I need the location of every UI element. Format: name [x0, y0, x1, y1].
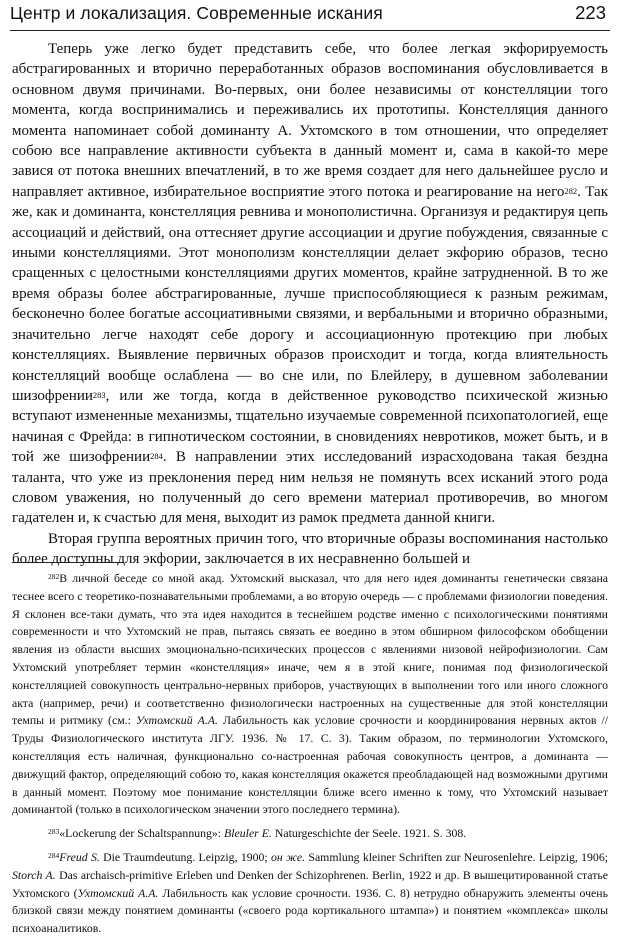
footnote-text: Лабильность как условие срочности и координирования нервных актов // Труды Физиологического института ЛГУ. 1936. № 17. С. 3). Таким образом, по терминологии Ухтомского, констелляция есть наличная, функционально со-настроенная рабочая совокупность центров, а доминанта — движущий фактор, определяющий собою то, какая констелляция окажется преобладающей над возможными другими в данный момент. Поэтому мое понимание констелляции ближе всего именно к тому, что Ухтомский называет доминантой (только в психологическом значении этого последнего термина). [12, 713, 608, 817]
paragraph-1-part-3: , или же тогда, когда в действенное руководство психической жизнью вступают измененные механизмы, тщательно изучаемые современной психопатологией, еще начиная с Фрейда: в гипнотическом состоянии, в сновидениях невротиков, может быть, и в той же шизофрении [12, 387, 608, 466]
footnote-284 [12, 849, 608, 938]
footnote-author: Bleuler E. [224, 826, 272, 841]
footnote-author: Ухтомский А.А. [135, 713, 218, 728]
footnotes [12, 570, 608, 938]
paragraph-2: Вторая группа вероятных причин того, что вторичные образы воспоминания настолько более доступны для экфории, заключается в их несравненно большей и [12, 530, 608, 568]
footnote-ref-284[interactable]: 284 [150, 451, 163, 462]
page-number: 223 [575, 2, 606, 23]
footnote-number: 284 [48, 850, 60, 860]
footnote-author: Ухтомский А.А. [77, 885, 159, 900]
footnote-text: Sammlung kleiner Schriften zur Neurosenlehre. Leipzig, 1906; [305, 849, 608, 864]
running-head-title: Центр и локализация. Современные искания [10, 3, 383, 23]
footnote-text: Лабильность как условие срочности. 1936. С. 8) нетрудно обнаружить элементы очень близкой связи между понятием доминанты («своего рода кортикального штампа») и понятием «комплекса» школы психоаналитиков. [12, 885, 608, 936]
paragraph-1-part-2: . Так же, как и доминанта, констелляция ревнива и монополистична. Организуя и редактируя цепь ассоциаций и действий, она оттесняет другие ассоциации и другие побуждения, связанные с иными констелляциями. Этот монополизм констелляции делает экфорию образов, тесно сращенных с целостными констелляциями других моментов, крайне затрудненной. В то же время образы более абстрагированные, лучше приспособляющиеся к разным режимам, бесконечно более богатые ассоциативными связями, и вербальными и вторично образными, значительно легче находят себе дорогу и ассоциационную протекцию при любых констелляциях. Выявление первичных образов происходит и тогда, когда влиятельность констелляций вообще ослаблена — во сне или, по Блейлеру, в душевном заболевании шизофрении [12, 183, 608, 404]
footnote-number: 282 [48, 572, 60, 581]
paragraph-1-part-4: . В направлении этих исследований израсходована такая бездна таланта, что уже из преклонения перед ним нельзя не помянуть всех исканий этого рода словом уважения, но полученный до сего времени материал противоречив, во многом гадателен и, к счастью для меня, выходит из рамок предмета данной книги. [12, 449, 608, 527]
paragraph-1 [12, 39, 608, 529]
footnote-ref-282[interactable]: 282 [564, 185, 578, 196]
footnote-text: Naturgeschichte der Seele. 1921. S. 308. [271, 826, 467, 841]
footnote-number: 283 [48, 827, 60, 837]
footnote-282 [12, 570, 608, 819]
footnote-author: Freud S. [59, 849, 100, 864]
footnote-283 [12, 825, 608, 843]
footnote-text: В личной беседе со мной акад. Ухтомский высказал, что для него идея доминанты генетически связана теснее всего с теоретико-познавательными проблемами, а во вторую очередь — с проблемами физиологии поведения. Я склонен все-таки думать, что эта идея находится в теснейшем родстве именно с психологическими понятиями современности и что Ухтомский не прав, пытаясь связать ее воедино в этом обширном философском обобщении явления из области высших эмоционально-психических процессов с явлениями низовой нейрофизиологии. Сам Ухтомский употребляет термин «констелляция» иначе, чем я в этой книге, понимая под физиологической констелляцией совокупность центрально-нервных приборов, участвующих в выполнении того или иного сложного акта (например, речи) и соответственно физиологически настроенных на существенные для этой констелляции темпы и ритмику (см.: [12, 571, 608, 728]
footnote-text: «Lockerung der Schaltspannung»: [59, 826, 225, 841]
footnote-author: Storch A. [12, 867, 56, 882]
main-text [12, 39, 608, 570]
footnote-text: Die Traumdeutung. Leipzig, 1900; [99, 849, 272, 864]
footnote-ref-283[interactable]: 283 [92, 389, 106, 400]
running-header [10, 0, 610, 31]
footnote-separator [12, 562, 124, 563]
footnote-ibid: он же. [271, 849, 306, 864]
footnote-text: Das archaisch-primitive Erleben und Denken der Schizophrenen. Berlin, 1922 и др. В вышецитированной статье Ухтомского ( [12, 867, 608, 900]
paragraph-1-part-1: Теперь уже легко будет представить себе, что более легкая экфорируемость абстрагированных и вторично переработанных образов воспоминания обусловливается в основном двумя причинами. Во-первых, они более независимы от констелляции того момента, когда воспринимались и переживались их прототипы. Констелляция данного момента напоминает собой доминанту А. Ухтомского в том отношении, что определяет собою все направление активности субъекта в данный момент и, сама в какой-то мере завися от потока внешних впечатлений, в то же время создает для него дальнейшее русло и направляет активное, избирательное восприятие этого потока и реагирование на него [12, 41, 608, 200]
